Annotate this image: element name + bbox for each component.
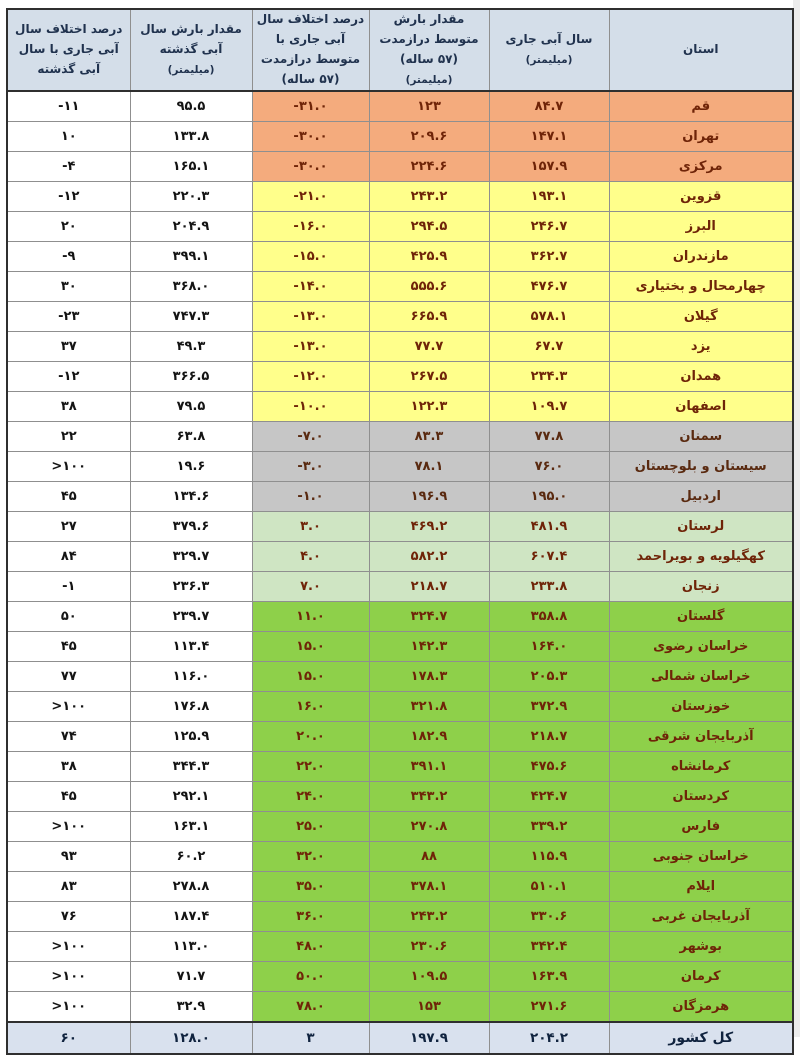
total-row: [7, 1022, 793, 1054]
province-cell: گیلان: [609, 302, 793, 332]
longterm-avg-cell: ۳۲۴.۷: [369, 602, 489, 632]
province-cell: سمنان: [609, 422, 793, 452]
pct-diff-longterm-cell: ۴۸.۰: [252, 932, 369, 962]
pct-diff-lastyear-cell: ۴۵: [7, 632, 130, 662]
longterm-avg-cell: ۲۰۹.۶: [369, 122, 489, 152]
longterm-avg-cell: ۱۴۲.۳: [369, 632, 489, 662]
longterm-avg-cell: ۱۲۲.۳: [369, 392, 489, 422]
province-cell: گلستان: [609, 602, 793, 632]
pct-diff-longterm-cell: -۱۵.۰: [252, 242, 369, 272]
pct-diff-longterm-cell: ۳۵.۰: [252, 872, 369, 902]
lastyear-precip-cell: ۶۰.۲: [130, 842, 252, 872]
province-cell: خوزستان: [609, 692, 793, 722]
lastyear-precip-cell: ۱۸۷.۴: [130, 902, 252, 932]
pct-diff-longterm-cell: ۷۸.۰: [252, 992, 369, 1023]
table-row: [7, 782, 793, 812]
current-year-cell: ۳۴۲.۴: [489, 932, 609, 962]
pct-diff-lastyear-cell: ۷۶: [7, 902, 130, 932]
current-year-cell: ۲۷۱.۶: [489, 992, 609, 1023]
rainfall-table: [6, 8, 794, 1055]
longterm-avg-cell: ۲۲۴.۶: [369, 152, 489, 182]
pct-diff-lastyear-cell: ۳۸: [7, 752, 130, 782]
lastyear-precip-cell: ۳۲.۹: [130, 992, 252, 1023]
longterm-avg-cell: ۲۶۷.۵: [369, 362, 489, 392]
table-row: [7, 122, 793, 152]
longterm-avg-cell: ۱۵۳: [369, 992, 489, 1023]
pct-diff-longterm-cell: ۱۵.۰: [252, 662, 369, 692]
current-year-cell: ۱۰۹.۷: [489, 392, 609, 422]
province-cell: هرمزگان: [609, 992, 793, 1023]
province-cell: خراسان شمالی: [609, 662, 793, 692]
pct-diff-lastyear-cell: >۱۰۰: [7, 962, 130, 992]
current-year-cell: ۴۲۴.۷: [489, 782, 609, 812]
pct-diff-lastyear-cell: ۳۰: [7, 272, 130, 302]
longterm-avg-cell: ۱۸۲.۹: [369, 722, 489, 752]
province-cell: یزد: [609, 332, 793, 362]
table-row: [7, 362, 793, 392]
table-row: [7, 392, 793, 422]
pct-diff-lastyear-cell: ۴۵: [7, 782, 130, 812]
longterm-avg-cell: ۲۹۴.۵: [369, 212, 489, 242]
lastyear-precip-cell: ۲۲۰.۳: [130, 182, 252, 212]
current-year-cell: ۲۱۸.۷: [489, 722, 609, 752]
table-row: [7, 482, 793, 512]
table-row: [7, 692, 793, 722]
longterm-avg-cell: ۳۹۱.۱: [369, 752, 489, 782]
longterm-avg-cell: ۲۷۰.۸: [369, 812, 489, 842]
current-year-cell: ۳۷۲.۹: [489, 692, 609, 722]
pct-diff-lastyear-cell: -۹: [7, 242, 130, 272]
current-year-cell: ۷۶.۰: [489, 452, 609, 482]
header-lastyear-label: مقدار بارش سال آبی گذشته: [140, 22, 242, 57]
table-row: [7, 962, 793, 992]
table-row: [7, 152, 793, 182]
table-row: [7, 272, 793, 302]
province-cell: خراسان جنوبی: [609, 842, 793, 872]
longterm-avg-cell: ۷۷.۷: [369, 332, 489, 362]
pct-diff-longterm-cell: ۴.۰: [252, 542, 369, 572]
pct-diff-longterm-cell: -۷.۰: [252, 422, 369, 452]
table-row: [7, 632, 793, 662]
lastyear-precip-cell: ۱۱۶.۰: [130, 662, 252, 692]
lastyear-precip-cell: ۳۲۹.۷: [130, 542, 252, 572]
current-year-cell: ۱۹۵.۰: [489, 482, 609, 512]
current-year-cell: ۲۴۶.۷: [489, 212, 609, 242]
province-cell: همدان: [609, 362, 793, 392]
pct-diff-longterm-cell: ۳۲.۰: [252, 842, 369, 872]
header-current-year-unit: (میلیمتر): [525, 54, 573, 66]
table-row: [7, 212, 793, 242]
longterm-avg-cell: ۲۴۳.۲: [369, 182, 489, 212]
pct-diff-lastyear-cell: >۱۰۰: [7, 692, 130, 722]
current-year-cell: ۱۴۷.۱: [489, 122, 609, 152]
header-pct-diff-longterm-label: درصد اختلاف سال آبی جاری با متوسط درازمدت (۵۷ ساله): [256, 12, 365, 86]
province-cell: کرمانشاه: [609, 752, 793, 782]
longterm-avg-cell: ۲۱۸.۷: [369, 572, 489, 602]
lastyear-precip-cell: ۲۷۸.۸: [130, 872, 252, 902]
current-year-cell: ۵۱۰.۱: [489, 872, 609, 902]
table-row: [7, 422, 793, 452]
pct-diff-lastyear-cell: -۱۲: [7, 362, 130, 392]
province-cell: آذربایجان شرقی: [609, 722, 793, 752]
province-cell: البرز: [609, 212, 793, 242]
total-pct-diff-lastyear-cell: ۶۰: [7, 1022, 130, 1054]
header-pct-diff-lastyear-label: درصد اختلاف سال آبی جاری با سال آبی گذشته: [15, 22, 123, 76]
province-cell: مازندران: [609, 242, 793, 272]
province-cell: کردستان: [609, 782, 793, 812]
current-year-cell: ۱۶۴.۰: [489, 632, 609, 662]
total-pct-diff-longterm-cell: ۳: [252, 1022, 369, 1054]
pct-diff-lastyear-cell: ۸۴: [7, 542, 130, 572]
longterm-avg-cell: ۳۲۱.۸: [369, 692, 489, 722]
table-header-row: [7, 9, 793, 91]
pct-diff-longterm-cell: -۳.۰: [252, 452, 369, 482]
pct-diff-longterm-cell: ۲۵.۰: [252, 812, 369, 842]
province-cell: خراسان رضوی: [609, 632, 793, 662]
longterm-avg-cell: ۶۶۵.۹: [369, 302, 489, 332]
table-row: [7, 302, 793, 332]
lastyear-precip-cell: ۳۶۶.۵: [130, 362, 252, 392]
current-year-cell: ۳۳۰.۶: [489, 902, 609, 932]
current-year-cell: ۱۹۳.۱: [489, 182, 609, 212]
scan-edge-strip: [793, 0, 800, 1037]
pct-diff-longterm-cell: ۲۰.۰: [252, 722, 369, 752]
total-province-cell: کل کشور: [609, 1022, 793, 1054]
pct-diff-lastyear-cell: ۳۸: [7, 392, 130, 422]
lastyear-precip-cell: ۶۳.۸: [130, 422, 252, 452]
pct-diff-longterm-cell: -۱۳.۰: [252, 302, 369, 332]
province-cell: زنجان: [609, 572, 793, 602]
lastyear-precip-cell: ۱۱۳.۴: [130, 632, 252, 662]
province-cell: کهگیلویه و بویراحمد: [609, 542, 793, 572]
pct-diff-longterm-cell: -۳۱.۰: [252, 91, 369, 122]
pct-diff-lastyear-cell: -۱: [7, 572, 130, 602]
current-year-cell: ۳۳۹.۲: [489, 812, 609, 842]
pct-diff-lastyear-cell: ۳۷: [7, 332, 130, 362]
pct-diff-lastyear-cell: ۸۳: [7, 872, 130, 902]
table-row: [7, 812, 793, 842]
header-lastyear-precip: [130, 9, 252, 91]
lastyear-precip-cell: ۱۳۳.۸: [130, 122, 252, 152]
table-row: [7, 842, 793, 872]
province-cell: فارس: [609, 812, 793, 842]
lastyear-precip-cell: ۲۳۹.۷: [130, 602, 252, 632]
lastyear-precip-cell: ۱۳۴.۶: [130, 482, 252, 512]
current-year-cell: ۲۳۳.۸: [489, 572, 609, 602]
province-cell: بوشهر: [609, 932, 793, 962]
current-year-cell: ۲۳۴.۳: [489, 362, 609, 392]
header-province: [609, 9, 793, 91]
current-year-cell: ۴۸۱.۹: [489, 512, 609, 542]
lastyear-precip-cell: ۳۴۴.۳: [130, 752, 252, 782]
pct-diff-lastyear-cell: ۷۴: [7, 722, 130, 752]
pct-diff-longterm-cell: ۱۶.۰: [252, 692, 369, 722]
lastyear-precip-cell: ۴۹.۳: [130, 332, 252, 362]
longterm-avg-cell: ۲۳۰.۶: [369, 932, 489, 962]
pct-diff-longterm-cell: -۳۰.۰: [252, 152, 369, 182]
longterm-avg-cell: ۲۴۳.۲: [369, 902, 489, 932]
province-cell: ایلام: [609, 872, 793, 902]
pct-diff-longterm-cell: ۲۲.۰: [252, 752, 369, 782]
pct-diff-longterm-cell: ۳۶.۰: [252, 902, 369, 932]
header-longterm-avg-unit: (میلیمتر): [405, 73, 453, 86]
current-year-cell: ۳۵۸.۸: [489, 602, 609, 632]
current-year-cell: ۷۷.۸: [489, 422, 609, 452]
current-year-cell: ۴۷۵.۶: [489, 752, 609, 782]
pct-diff-longterm-cell: -۱۴.۰: [252, 272, 369, 302]
lastyear-precip-cell: ۲۹۲.۱: [130, 782, 252, 812]
pct-diff-longterm-cell: ۱۵.۰: [252, 632, 369, 662]
header-pct-diff-lastyear: [7, 9, 130, 91]
lastyear-precip-cell: ۳۷۹.۶: [130, 512, 252, 542]
province-cell: چهارمحال و بختیاری: [609, 272, 793, 302]
pct-diff-longterm-cell: ۳.۰: [252, 512, 369, 542]
longterm-avg-cell: ۱۷۸.۳: [369, 662, 489, 692]
province-cell: قم: [609, 91, 793, 122]
lastyear-precip-cell: ۱۲۵.۹: [130, 722, 252, 752]
total-longterm-cell: ۱۹۷.۹: [369, 1022, 489, 1054]
lastyear-precip-cell: ۲۰۴.۹: [130, 212, 252, 242]
table-row: [7, 722, 793, 752]
current-year-cell: ۲۰۵.۳: [489, 662, 609, 692]
table-body: [7, 91, 793, 1022]
table-row: [7, 572, 793, 602]
header-current-year: [489, 9, 609, 91]
pct-diff-lastyear-cell: ۴۵: [7, 482, 130, 512]
pct-diff-longterm-cell: ۱۱.۰: [252, 602, 369, 632]
table-row: [7, 332, 793, 362]
pct-diff-lastyear-cell: ۵۰: [7, 602, 130, 632]
total-current-cell: ۲۰۴.۲: [489, 1022, 609, 1054]
longterm-avg-cell: ۷۸.۱: [369, 452, 489, 482]
longterm-avg-cell: ۱۹۶.۹: [369, 482, 489, 512]
province-cell: اصفهان: [609, 392, 793, 422]
pct-diff-lastyear-cell: >۱۰۰: [7, 812, 130, 842]
pct-diff-longterm-cell: -۲۱.۰: [252, 182, 369, 212]
pct-diff-longterm-cell: -۱۲.۰: [252, 362, 369, 392]
province-cell: کرمان: [609, 962, 793, 992]
longterm-avg-cell: ۴۶۹.۲: [369, 512, 489, 542]
header-lastyear-unit: (میلیمتر): [167, 63, 215, 76]
pct-diff-lastyear-cell: ۷۷: [7, 662, 130, 692]
table-row: [7, 992, 793, 1023]
table-row: [7, 872, 793, 902]
pct-diff-lastyear-cell: ۹۳: [7, 842, 130, 872]
longterm-avg-cell: ۳۷۸.۱: [369, 872, 489, 902]
current-year-cell: ۸۴.۷: [489, 91, 609, 122]
pct-diff-longterm-cell: -۱.۰: [252, 482, 369, 512]
pct-diff-lastyear-cell: ۱۰: [7, 122, 130, 152]
lastyear-precip-cell: ۱۷۶.۸: [130, 692, 252, 722]
lastyear-precip-cell: ۷۴۷.۳: [130, 302, 252, 332]
table-row: [7, 932, 793, 962]
lastyear-precip-cell: ۱۶۳.۱: [130, 812, 252, 842]
lastyear-precip-cell: ۳۶۸.۰: [130, 272, 252, 302]
pct-diff-lastyear-cell: ۲۰: [7, 212, 130, 242]
current-year-cell: ۱۶۳.۹: [489, 962, 609, 992]
header-longterm-avg-label: مقدار بارش متوسط درازمدت (۵۷ ساله): [379, 12, 479, 66]
lastyear-precip-cell: ۱۹.۶: [130, 452, 252, 482]
longterm-avg-cell: ۴۲۵.۹: [369, 242, 489, 272]
table-row: [7, 512, 793, 542]
header-longterm-avg: [369, 9, 489, 91]
header-pct-diff-longterm: [252, 9, 369, 91]
table-row: [7, 662, 793, 692]
total-lastyear-cell: ۱۲۸.۰: [130, 1022, 252, 1054]
pct-diff-lastyear-cell: >۱۰۰: [7, 932, 130, 962]
current-year-cell: ۱۱۵.۹: [489, 842, 609, 872]
table-row: [7, 242, 793, 272]
province-cell: تهران: [609, 122, 793, 152]
province-cell: اردبیل: [609, 482, 793, 512]
current-year-cell: ۳۶۲.۷: [489, 242, 609, 272]
longterm-avg-cell: ۸۸: [369, 842, 489, 872]
lastyear-precip-cell: ۳۹۹.۱: [130, 242, 252, 272]
province-cell: لرستان: [609, 512, 793, 542]
current-year-cell: ۴۷۶.۷: [489, 272, 609, 302]
pct-diff-lastyear-cell: -۲۳: [7, 302, 130, 332]
lastyear-precip-cell: ۷۱.۷: [130, 962, 252, 992]
lastyear-precip-cell: ۹۵.۵: [130, 91, 252, 122]
table-row: [7, 602, 793, 632]
table-row: [7, 542, 793, 572]
header-province-label: استان: [682, 42, 719, 57]
pct-diff-longterm-cell: -۱۳.۰: [252, 332, 369, 362]
pct-diff-lastyear-cell: -۱۲: [7, 182, 130, 212]
table-row: [7, 182, 793, 212]
pct-diff-lastyear-cell: -۱۱: [7, 91, 130, 122]
longterm-avg-cell: ۱۰۹.۵: [369, 962, 489, 992]
longterm-avg-cell: ۳۴۳.۲: [369, 782, 489, 812]
lastyear-precip-cell: ۷۹.۵: [130, 392, 252, 422]
province-cell: مرکزی: [609, 152, 793, 182]
pct-diff-longterm-cell: -۱۶.۰: [252, 212, 369, 242]
pct-diff-lastyear-cell: >۱۰۰: [7, 452, 130, 482]
longterm-avg-cell: ۵۸۲.۲: [369, 542, 489, 572]
province-cell: آذربایجان غربی: [609, 902, 793, 932]
pct-diff-lastyear-cell: >۱۰۰: [7, 992, 130, 1023]
lastyear-precip-cell: ۱۶۵.۱: [130, 152, 252, 182]
current-year-cell: ۶۰۷.۴: [489, 542, 609, 572]
pct-diff-longterm-cell: -۱۰.۰: [252, 392, 369, 422]
table-row: [7, 452, 793, 482]
longterm-avg-cell: ۱۲۳: [369, 91, 489, 122]
longterm-avg-cell: ۸۳.۳: [369, 422, 489, 452]
current-year-cell: ۶۷.۷: [489, 332, 609, 362]
pct-diff-lastyear-cell: ۲۲: [7, 422, 130, 452]
pct-diff-lastyear-cell: -۴: [7, 152, 130, 182]
pct-diff-longterm-cell: ۲۴.۰: [252, 782, 369, 812]
table-row: [7, 752, 793, 782]
lastyear-precip-cell: ۱۱۳.۰: [130, 932, 252, 962]
pct-diff-longterm-cell: -۳۰.۰: [252, 122, 369, 152]
pct-diff-lastyear-cell: ۲۷: [7, 512, 130, 542]
province-cell: سیستان و بلوچستان: [609, 452, 793, 482]
table-row: [7, 902, 793, 932]
lastyear-precip-cell: ۲۳۶.۳: [130, 572, 252, 602]
pct-diff-longterm-cell: ۷.۰: [252, 572, 369, 602]
header-current-year-label: سال آبی جاری: [505, 32, 593, 47]
province-cell: قزوین: [609, 182, 793, 212]
current-year-cell: ۱۵۷.۹: [489, 152, 609, 182]
current-year-cell: ۵۷۸.۱: [489, 302, 609, 332]
longterm-avg-cell: ۵۵۵.۶: [369, 272, 489, 302]
table-row: [7, 91, 793, 122]
pct-diff-longterm-cell: ۵۰.۰: [252, 962, 369, 992]
